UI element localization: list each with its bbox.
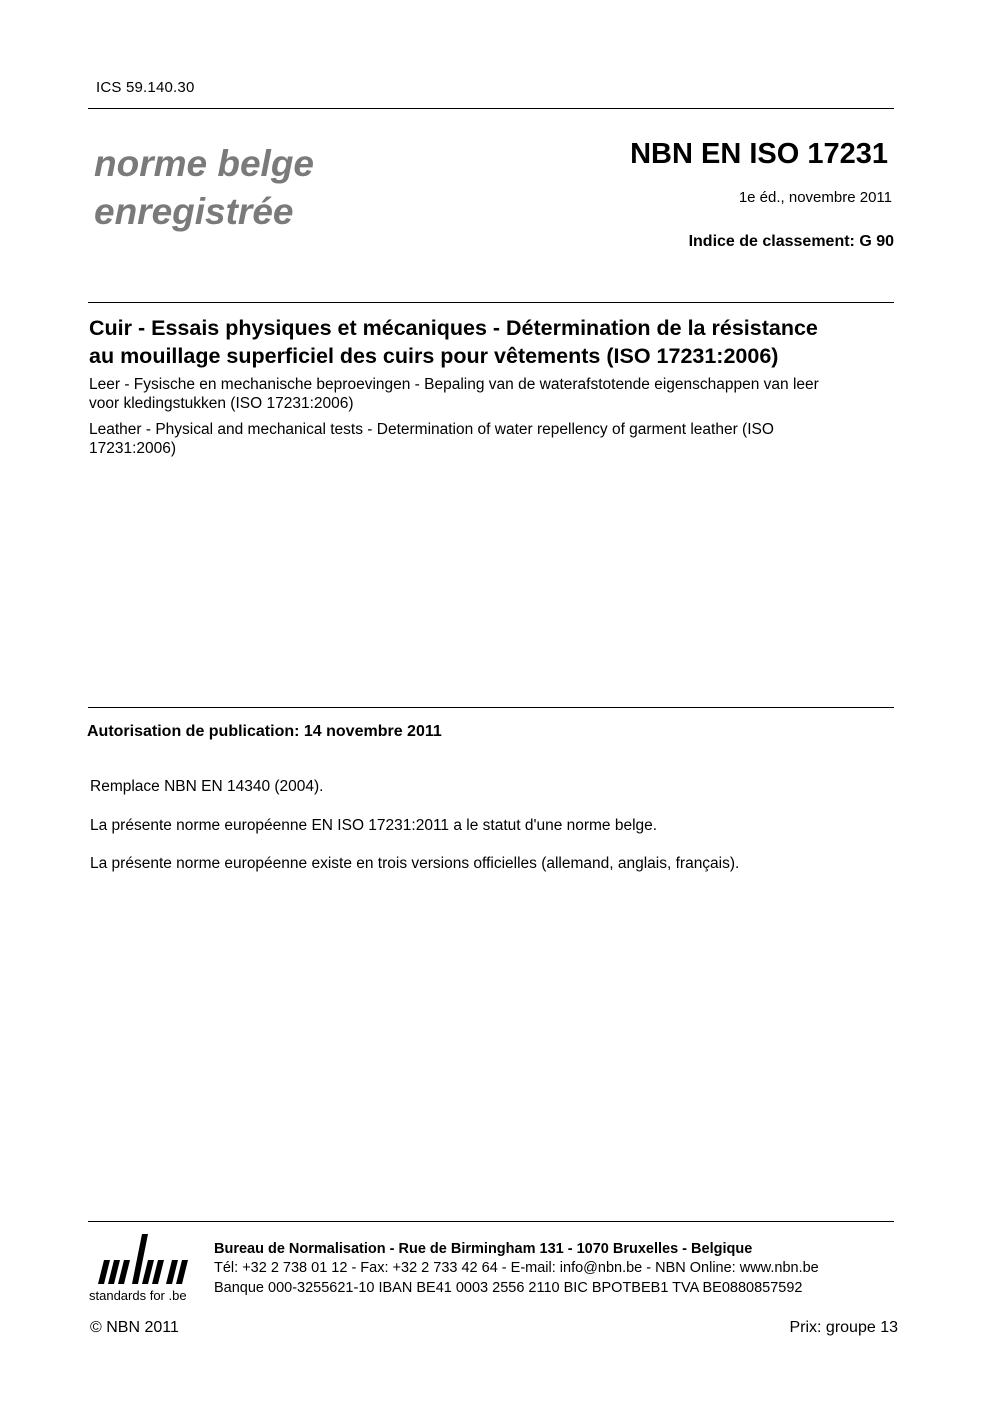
- title-english-line-1: Leather - Physical and mechanical tests - Determination of water repellency of garment leather (ISO: [89, 421, 774, 438]
- brand-line-1: norme belge: [94, 143, 314, 184]
- logo-tagline: standards for .be: [89, 1288, 187, 1303]
- title-english: [89, 420, 889, 458]
- header-rule: [88, 108, 894, 109]
- title-dutch-line-2: voor kledingstukken (ISO 17231:2006): [89, 395, 354, 412]
- title-english-line-2: 17231:2006): [89, 440, 177, 457]
- copyright: © NBN 2011: [90, 1319, 179, 1336]
- footer-rule: [88, 1221, 894, 1222]
- replaces-paragraph: Remplace NBN EN 14340 (2004).: [90, 778, 324, 795]
- title-french: [89, 314, 889, 370]
- title-dutch: [89, 375, 889, 413]
- publication-authorisation: Autorisation de publication: 14 novembre 2011: [87, 723, 442, 740]
- title-dutch-line-1: Leer - Fysische en mechanische beproevingen - Bepaling van de waterafstotende eigenschappen van leer: [89, 376, 819, 393]
- versions-paragraph: La présente norme européenne existe en trois versions officielles (allemand, anglais, français).: [90, 855, 740, 872]
- address-line-1: [214, 1241, 752, 1257]
- ics-code: ICS 59.140.30: [96, 79, 195, 96]
- title-french-line-2: au mouillage superficiel des cuirs pour vêtements (ISO 17231:2006): [89, 344, 779, 368]
- standard-number: NBN EN ISO 17231: [630, 138, 888, 170]
- edition: 1e éd., novembre 2011: [738, 189, 892, 206]
- title-rule: [88, 302, 894, 303]
- price-group: Prix: groupe 13: [789, 1319, 898, 1336]
- address-line-1-text: Bureau de Normalisation - Rue de Birmingham 131 - 1070 Bruxelles - Belgique: [214, 1241, 753, 1257]
- brand-line-2: enregistrée: [94, 191, 294, 232]
- publication-rule: [88, 707, 894, 708]
- address-line-3: Banque 000-3255621-10 IBAN BE41 0003 2556 2110 BIC BPOTBEB1 TVA BE0880857592: [214, 1280, 803, 1296]
- title-french-line-1: Cuir - Essais physiques et mécaniques - Détermination de la résistance: [89, 316, 818, 340]
- status-paragraph: La présente norme européenne EN ISO 17231:2011 a le statut d'une norme belge.: [90, 817, 658, 834]
- address-line-2: Tél: +32 2 738 01 12 - Fax: +32 2 733 42 64 - E-mail: info@nbn.be - NBN Online: www.nbn.be: [214, 1260, 819, 1276]
- classification-index: Indice de classement: G 90: [688, 233, 894, 250]
- brand-label: [94, 140, 314, 236]
